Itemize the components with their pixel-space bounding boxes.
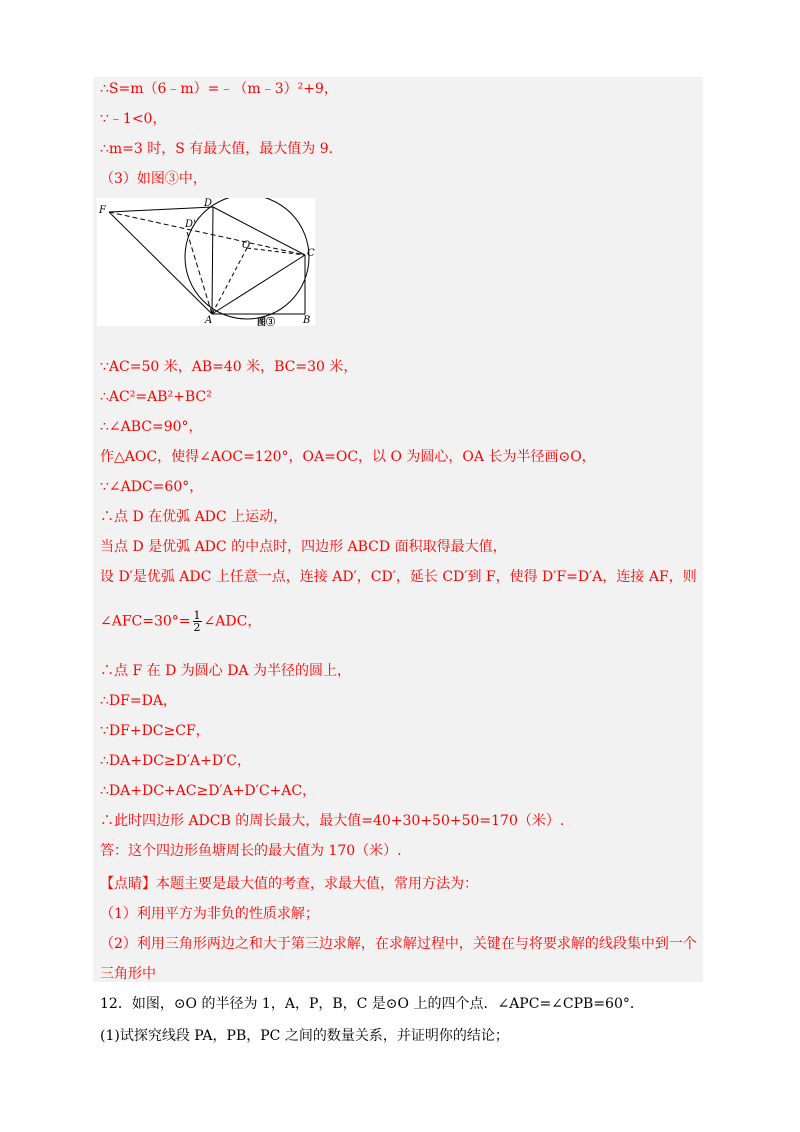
solution-line: ∵﹣1<0， bbox=[100, 111, 167, 127]
solution-line: 【点睛】本题主要是最大值的考查，求最大值，常用方法为： bbox=[100, 876, 478, 892]
solution-line: ∴点 F 在 D 为圆心 DA 为半径的圆上， bbox=[100, 663, 351, 679]
solution-line: ∴点 D 在优弧 ADC 上运动， bbox=[100, 509, 288, 525]
label-c: C bbox=[307, 248, 315, 259]
segment-da bbox=[212, 207, 213, 314]
solution-line: 设 D′是优弧 ADC 上任意一点，连接 AD′，CD′，延长 CD′到 F，使得 D′F=D′A，连接 AF，则 bbox=[100, 569, 697, 585]
geometry-figure bbox=[97, 198, 315, 326]
label-f: F bbox=[99, 205, 106, 216]
solution-line: 三角形中 bbox=[100, 966, 156, 982]
solution-line: 作△AOC，使得∠AOC=120°，OA=OC，以 O 为圆心，OA 长为半径画⊙O， bbox=[100, 449, 596, 465]
question-line: 12．如图，⊙O 的半径为 1，A，P，B，C 是⊙O 上的四个点．∠APC=∠CPB=60°． bbox=[100, 996, 644, 1012]
solution-line: （1）利用平方为非负的性质求解； bbox=[100, 906, 319, 922]
solution-line: 答：这个四边形鱼塘周长的最大值为 170（米）. bbox=[100, 843, 402, 859]
fraction-numerator: 1 bbox=[193, 609, 201, 622]
solution-line: ∴m=3 时，S 有最大值，最大值为 9. bbox=[100, 141, 334, 157]
solution-line: ∵AC=50 米，AB=40 米，BC=30 米， bbox=[100, 359, 358, 375]
solution-line: （3）如图③中， bbox=[100, 171, 207, 187]
fraction bbox=[193, 610, 202, 633]
segment-fd bbox=[109, 207, 213, 212]
fraction-denominator: 2 bbox=[193, 621, 201, 634]
solution-line: ∵DF+DC≥CF， bbox=[100, 723, 210, 739]
label-b: B bbox=[303, 315, 311, 326]
figure-caption: 图③ bbox=[257, 317, 276, 326]
circle-o bbox=[185, 198, 309, 319]
solution-line: ∴DA+DC+AC≥D′A+D′C+AC， bbox=[100, 783, 317, 799]
question-line: (1)试探究线段 PA，PB，PC 之间的数量关系，并证明你的结论； bbox=[100, 1028, 509, 1044]
solution-line: ∴DA+DC≥D′A+D′C， bbox=[100, 753, 251, 769]
fraction-prefix: ∠AFC=30°= bbox=[100, 613, 191, 630]
label-d-prime: D' bbox=[185, 219, 196, 230]
solution-line-fraction bbox=[100, 610, 261, 633]
segment-fc bbox=[109, 212, 305, 255]
solution-line: 当点 D 是优弧 ADC 的中点时，四边形 ABCD 面积取得最大值， bbox=[100, 539, 507, 555]
segment-oa bbox=[212, 248, 247, 314]
solution-line: ∴S=m（6﹣m）=﹣（m﹣3）²+9， bbox=[100, 81, 338, 97]
solution-line: ∴∠ABC=90°， bbox=[100, 419, 203, 435]
label-o: O bbox=[242, 240, 251, 251]
solution-line: ∴DF=DA， bbox=[100, 693, 177, 709]
solution-line: ∴此时四边形 ADCB 的周长最大，最大值=40+30+50+50=170（米）. bbox=[100, 813, 565, 829]
segment-ac bbox=[212, 255, 305, 314]
solution-line: （2）利用三角形两边之和大于第三边求解，在求解过程中，关键在与将要求解的线段集中到一个 bbox=[100, 936, 697, 952]
label-d: D bbox=[204, 198, 213, 209]
solution-line: ∵∠ADC=60°， bbox=[100, 479, 204, 495]
label-a: A bbox=[205, 315, 213, 326]
solution-line: ∴AC²=AB²+BC² bbox=[100, 389, 212, 405]
figure-svg bbox=[97, 198, 315, 326]
fraction-suffix: ∠ADC， bbox=[203, 613, 262, 630]
